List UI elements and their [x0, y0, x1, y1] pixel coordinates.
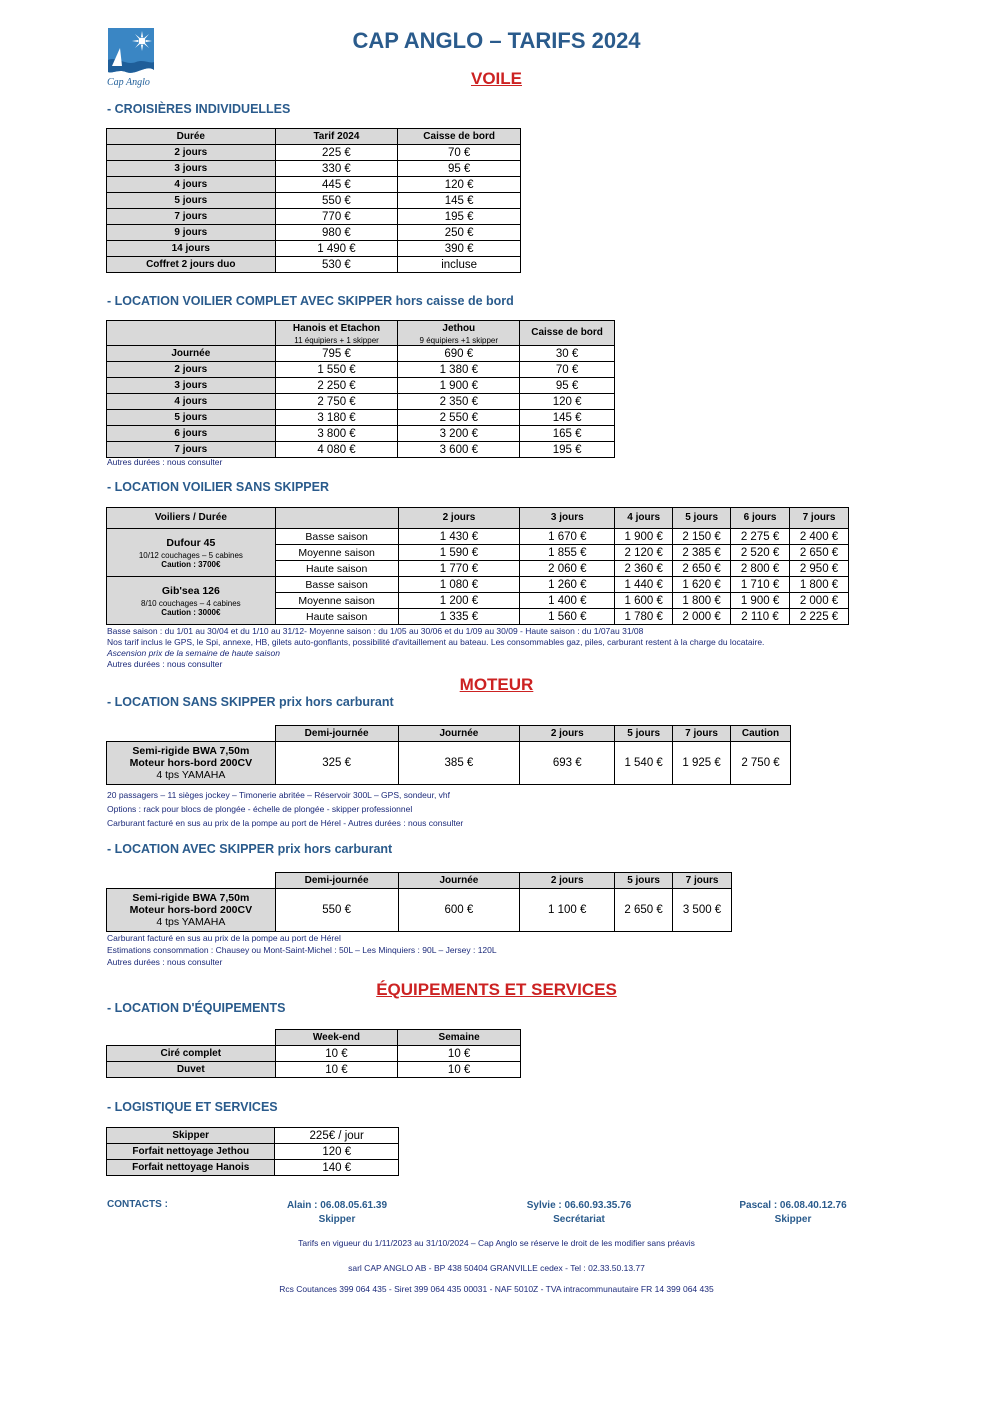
header-cell: Journée [398, 873, 520, 889]
moteur-avec-table [106, 872, 732, 932]
croisieres-heading: - CROISIÈRES INDIVIDUELLES [107, 102, 291, 116]
header-cell: Voiliers / Durée [107, 508, 276, 529]
table-row: Forfait nettoyage Jethou 120 € [107, 1144, 399, 1160]
header-cell: 5 jours [615, 873, 673, 889]
header-cell: 2 jours [520, 873, 615, 889]
table-row: 5 jours 3 180 € 2 550 € 145 € [107, 410, 615, 426]
complet-note: Autres durées : nous consulter [107, 457, 223, 467]
header-cell: Hanois et Etachon 11 équipiers + 1 skipper [275, 321, 398, 346]
section-moteur-title: MOTEUR [459, 675, 534, 694]
header-cell: 7 jours [673, 726, 731, 742]
table-row: 2 jours 1 550 € 1 380 € 70 € [107, 362, 615, 378]
table-row: Gib'sea 126 8/10 couchages – 4 cabines Caution : 3000€ Basse saison 1 080 € 1 260 € 1 440 € 1 620 € 1 710 € 1 800 € [107, 577, 849, 593]
table-row: 7 jours 770 € 195 € [107, 209, 521, 225]
header-cell: Week-end [275, 1030, 398, 1046]
header-cell: Semaine [398, 1030, 521, 1046]
table-row: Skipper 225€ / jour [107, 1128, 399, 1144]
note-line: Ascension prix de la semaine de haute saison [107, 648, 280, 658]
section-voile-title: VOILE [470, 69, 522, 88]
note-line: Basse saison : du 1/01 au 30/04 et du 1/10 au 31/12- Moyenne saison : du 1/05 au 30/06 et du 1/09 au 30/09 - Haute saison : du 1/07au 31/08 [107, 626, 644, 636]
moteur-sans-table [106, 725, 791, 785]
header-cell: Caution [731, 726, 791, 742]
header-cell [275, 508, 398, 529]
table-row: 4 jours 445 € 120 € [107, 177, 521, 193]
boat-dufour: Dufour 45 10/12 couchages – 5 cabines Caution : 3700€ [107, 529, 276, 577]
footer-address: sarl CAP ANGLO AB - BP 438 50404 GRANVILLE cedex - Tel : 02.33.50.13.77 [348, 1263, 645, 1273]
table-row: 2 jours 225 € 70 € [107, 145, 521, 161]
sans-skipper-heading: - LOCATION VOILIER SANS SKIPPER [107, 480, 330, 494]
equipements-table [106, 1029, 521, 1078]
note-line: 20 passagers – 11 sièges jockey – Timonerie abritée – Réservoir 300L – GPS, sondeur, vhf [107, 790, 451, 800]
complet-heading: - LOCATION VOILIER COMPLET AVEC SKIPPER hors caisse de bord [107, 294, 514, 308]
header-cell [107, 321, 276, 346]
header-cell: Demi-journée [275, 873, 398, 889]
header-cell: 5 jours [673, 508, 731, 529]
table-row: Moyenne saison 1 200 € 1 400 € 1 600 € 1 800 € 1 900 € 2 000 € [107, 593, 849, 609]
header-cell: Caisse de bord [398, 129, 521, 145]
header-cell: 7 jours [790, 508, 849, 529]
sans-skipper-notes [107, 626, 764, 670]
header-cell: 5 jours [615, 726, 673, 742]
header-cell: Tarif 2024 [275, 129, 398, 145]
table-row: 6 jours 3 800 € 3 200 € 165 € [107, 426, 615, 442]
moteur-avec-heading: - LOCATION AVEC SKIPPER prix hors carburant [107, 842, 393, 856]
table-row: Semi-rigide BWA 7,50m Moteur hors-bord 200CV 4 tps YAMAHA 550 € 600 € 1 100 € 2 650 € 3 500 € [107, 889, 732, 932]
table-row: 4 jours 2 750 € 2 350 € 120 € [107, 394, 615, 410]
contact-alain: Alain : 06.08.05.61.39 Skipper [286, 1200, 388, 1225]
table-row: 7 jours 4 080 € 3 600 € 195 € [107, 442, 615, 458]
table-row: 3 jours 330 € 95 € [107, 161, 521, 177]
complet-table [106, 320, 615, 458]
croisieres-table [106, 128, 521, 273]
table-row: 9 jours 980 € 250 € [107, 225, 521, 241]
contact-pascal: Pascal : 06.08.40.12.76 Skipper [739, 1200, 847, 1225]
header-cell: 7 jours [673, 873, 732, 889]
header-cell: Durée [107, 129, 276, 145]
moteur-sans-notes [107, 788, 463, 830]
equipements-heading: - LOCATION D'ÉQUIPEMENTS [107, 1001, 286, 1015]
moteur-avec-notes [107, 932, 497, 968]
table-row: Haute saison 1 335 € 1 560 € 1 780 € 2 000 € 2 110 € 2 225 € [107, 609, 849, 625]
contacts-label: CONTACTS : [107, 1199, 168, 1210]
note-line: Autres durées : nous consulter [107, 659, 223, 669]
note-line: Nos tarif inclus le GPS, le Spi, annexe, HB, gilets auto-gonflants, possibilité d'avitaillement au bateau. Les consommables gaz, piles, carburant restent à la charge du locataire. [107, 637, 765, 647]
boat-semi-rigide: Semi-rigide BWA 7,50m Moteur hors-bord 200CV 4 tps YAMAHA [107, 742, 276, 785]
section-equipements-title: ÉQUIPEMENTS ET SERVICES [376, 980, 617, 999]
logistique-table [106, 1127, 399, 1176]
boat-gibsea: Gib'sea 126 8/10 couchages – 4 cabines Caution : 3000€ [107, 577, 276, 625]
logistique-heading: - LOGISTIQUE ET SERVICES [107, 1100, 278, 1114]
header-cell: Jethou 9 équipiers +1 skipper [398, 321, 520, 346]
footer-validity: Tarifs en vigueur du 1/11/2023 au 31/10/2024 – Cap Anglo se réserve le droit de les modifier sans préavis [298, 1238, 695, 1248]
table-row: Ciré complet 10 € 10 € [107, 1046, 521, 1062]
footer-registration: Rcs Coutances 399 064 435 - Siret 399 064 435 00031 - NAF 5010Z - TVA intracommunautaire FR 14 399 064 435 [279, 1284, 714, 1294]
note-line: Carburant facturé en sus au prix de la pompe au port de Hérel [107, 933, 341, 943]
boat-semi-rigide: Semi-rigide BWA 7,50m Moteur hors-bord 200CV 4 tps YAMAHA [107, 889, 276, 932]
header-cell: 4 jours [615, 508, 673, 529]
table-row: Semi-rigide BWA 7,50m Moteur hors-bord 200CV 4 tps YAMAHA 325 € 385 € 693 € 1 540 € 1 925 € 2 750 € [107, 742, 791, 785]
table-row: Moyenne saison 1 590 € 1 855 € 2 120 € 2 385 € 2 520 € 2 650 € [107, 545, 849, 561]
header-cell: Caisse de bord [520, 321, 615, 346]
note-line: Carburant facturé en sus au prix de la pompe au port de Hérel - Autres durées : nous consulter [107, 818, 464, 828]
header-cell: 2 jours [520, 726, 615, 742]
table-row: Dufour 45 10/12 couchages – 5 cabines Caution : 3700€ Basse saison 1 430 € 1 670 € 1 900 € 2 150 € 2 275 € 2 400 € [107, 529, 849, 545]
sans-skipper-table [106, 507, 849, 625]
table-row: 3 jours 2 250 € 1 900 € 95 € [107, 378, 615, 394]
page-title: CAP ANGLO – TARIFS 2024 [352, 28, 641, 53]
table-row: 5 jours 550 € 145 € [107, 193, 521, 209]
contact-sylvie: Sylvie : 06.60.93.35.76 Secrétariat [526, 1200, 632, 1225]
header-cell: 3 jours [520, 508, 615, 529]
table-row: Journée 795 € 690 € 30 € [107, 346, 615, 362]
table-row: Coffret 2 jours duo 530 € incluse [107, 257, 521, 273]
moteur-sans-heading: - LOCATION SANS SKIPPER prix hors carburant [107, 695, 394, 709]
note-line: Estimations consommation : Chausey ou Mont-Saint-Michel : 50L – Les Minquiers : 90L – Jersey : 120L [107, 945, 497, 955]
note-line: Options : rack pour blocs de plongée - échelle de plongée - skipper professionnel [107, 804, 413, 814]
header-cell: 6 jours [731, 508, 790, 529]
header-cell: Journée [398, 726, 520, 742]
note-line: Autres durées : nous consulter [107, 957, 223, 967]
table-row: Haute saison 1 770 € 2 060 € 2 360 € 2 650 € 2 800 € 2 950 € [107, 561, 849, 577]
table-row: Duvet 10 € 10 € [107, 1062, 521, 1078]
table-row: Forfait nettoyage Hanois 140 € [107, 1160, 399, 1176]
table-row: 14 jours 1 490 € 390 € [107, 241, 521, 257]
header-cell: 2 jours [398, 508, 520, 529]
svg-text:Cap Anglo: Cap Anglo [107, 77, 150, 88]
header-cell: Demi-journée [275, 726, 398, 742]
